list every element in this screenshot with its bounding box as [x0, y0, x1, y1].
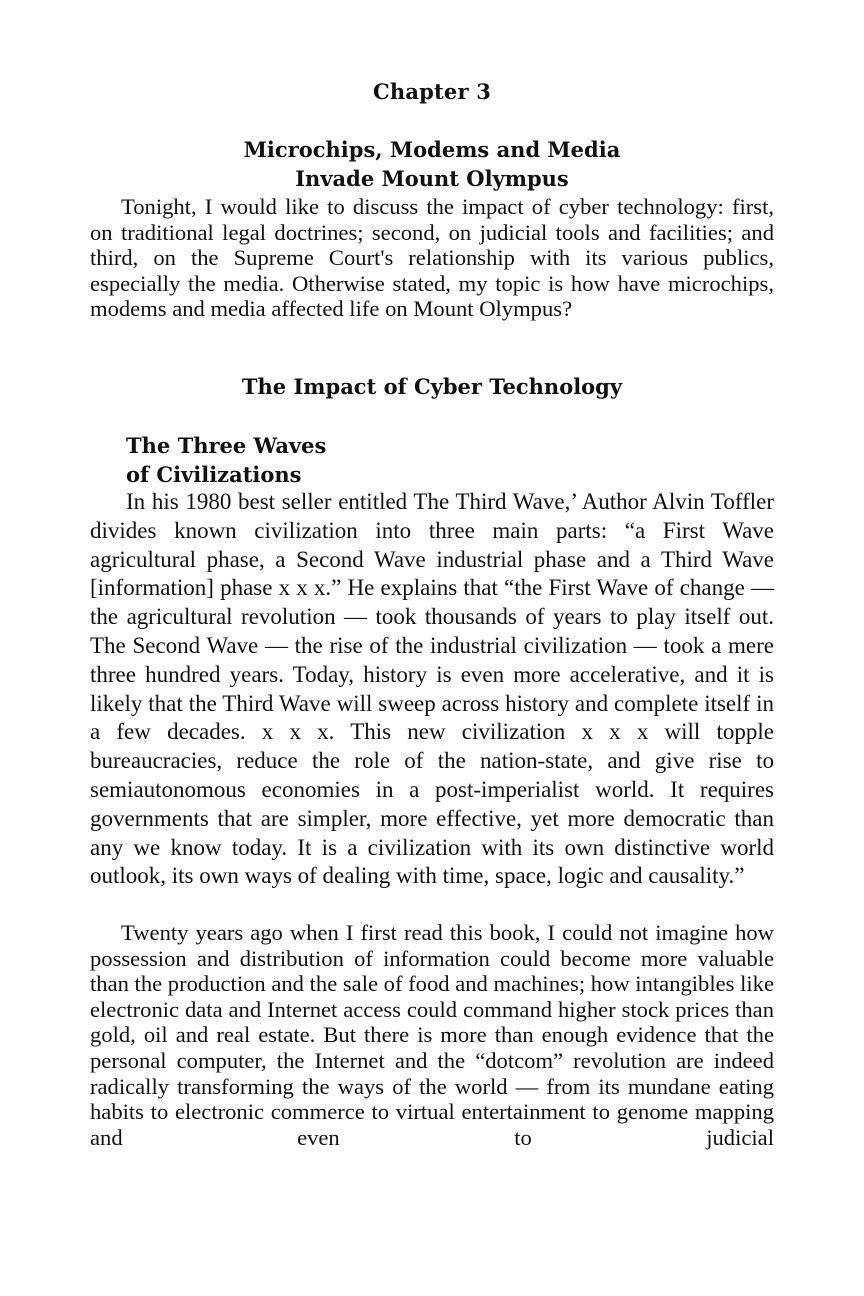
subsection-heading-line-2: of Civilizations — [126, 462, 302, 487]
intro-paragraph: Tonight, I would like to discuss the impact of cyber technology: first, on traditional legal doctrines; second, on judicial tools and facilities; and third, on the Supreme Court's relationship with its various publics, especially the media. Otherwise stated, my topic is how have microchips, modems and media affected life on Mount Olympus? — [90, 194, 774, 322]
subsection-heading — [126, 431, 526, 489]
chapter-label: Chapter 3 — [372, 79, 492, 104]
section-heading: The Impact of Cyber Technology — [241, 374, 623, 399]
chapter-title — [90, 135, 774, 193]
chapter-title-line-2: Invade Mount Olympus — [295, 166, 569, 191]
subsection-heading-line-1: The Three Waves — [126, 433, 327, 458]
body-paragraph-toffler: In his 1980 best seller entitled The Third Wave,’ Author Alvin Toffler divides known civilization into three main parts: “a First Wave agricultural phase, a Second Wave industrial phase and a Third Wave [information] phase x x x.” He explains that “the First Wave of change — the agricultural revolution — took thousands of years to play itself out. The Second Wave — the rise of the industrial civilization — took a mere three hundred years. Today, history is even more accelerative, and it is likely that the Third Wave will sweep across history and complete itself in a few decades. x x x. This new civilization x x x will topple bureaucracies, reduce the role of the nation-state, and give rise to semiautonomous economies in a post-imperialist world. It requires governments that are simpler, more effective, yet more democratic than any we know today. It is a civilization with its own distinctive world outlook, its own ways of dealing with time, space, logic and causality.” — [90, 489, 774, 889]
chapter-title-line-1: Microchips, Modems and Media — [243, 137, 621, 162]
body-paragraph-twenty-years: Twenty years ago when I first read this book, I could not imagine how possession and distribution of information could become more valuable than the production and the sale of food and machines; how intangibles like electronic data and Internet access could command higher stock prices than gold, oil and real estate. But there is more than enough evidence that the personal computer, the Internet and the “dotcom” revolution are indeed radically transforming the ways of the world — from its mundane eating habits to electronic commerce to virtual entertainment to genome mapping and even to judicial — [90, 920, 774, 1150]
